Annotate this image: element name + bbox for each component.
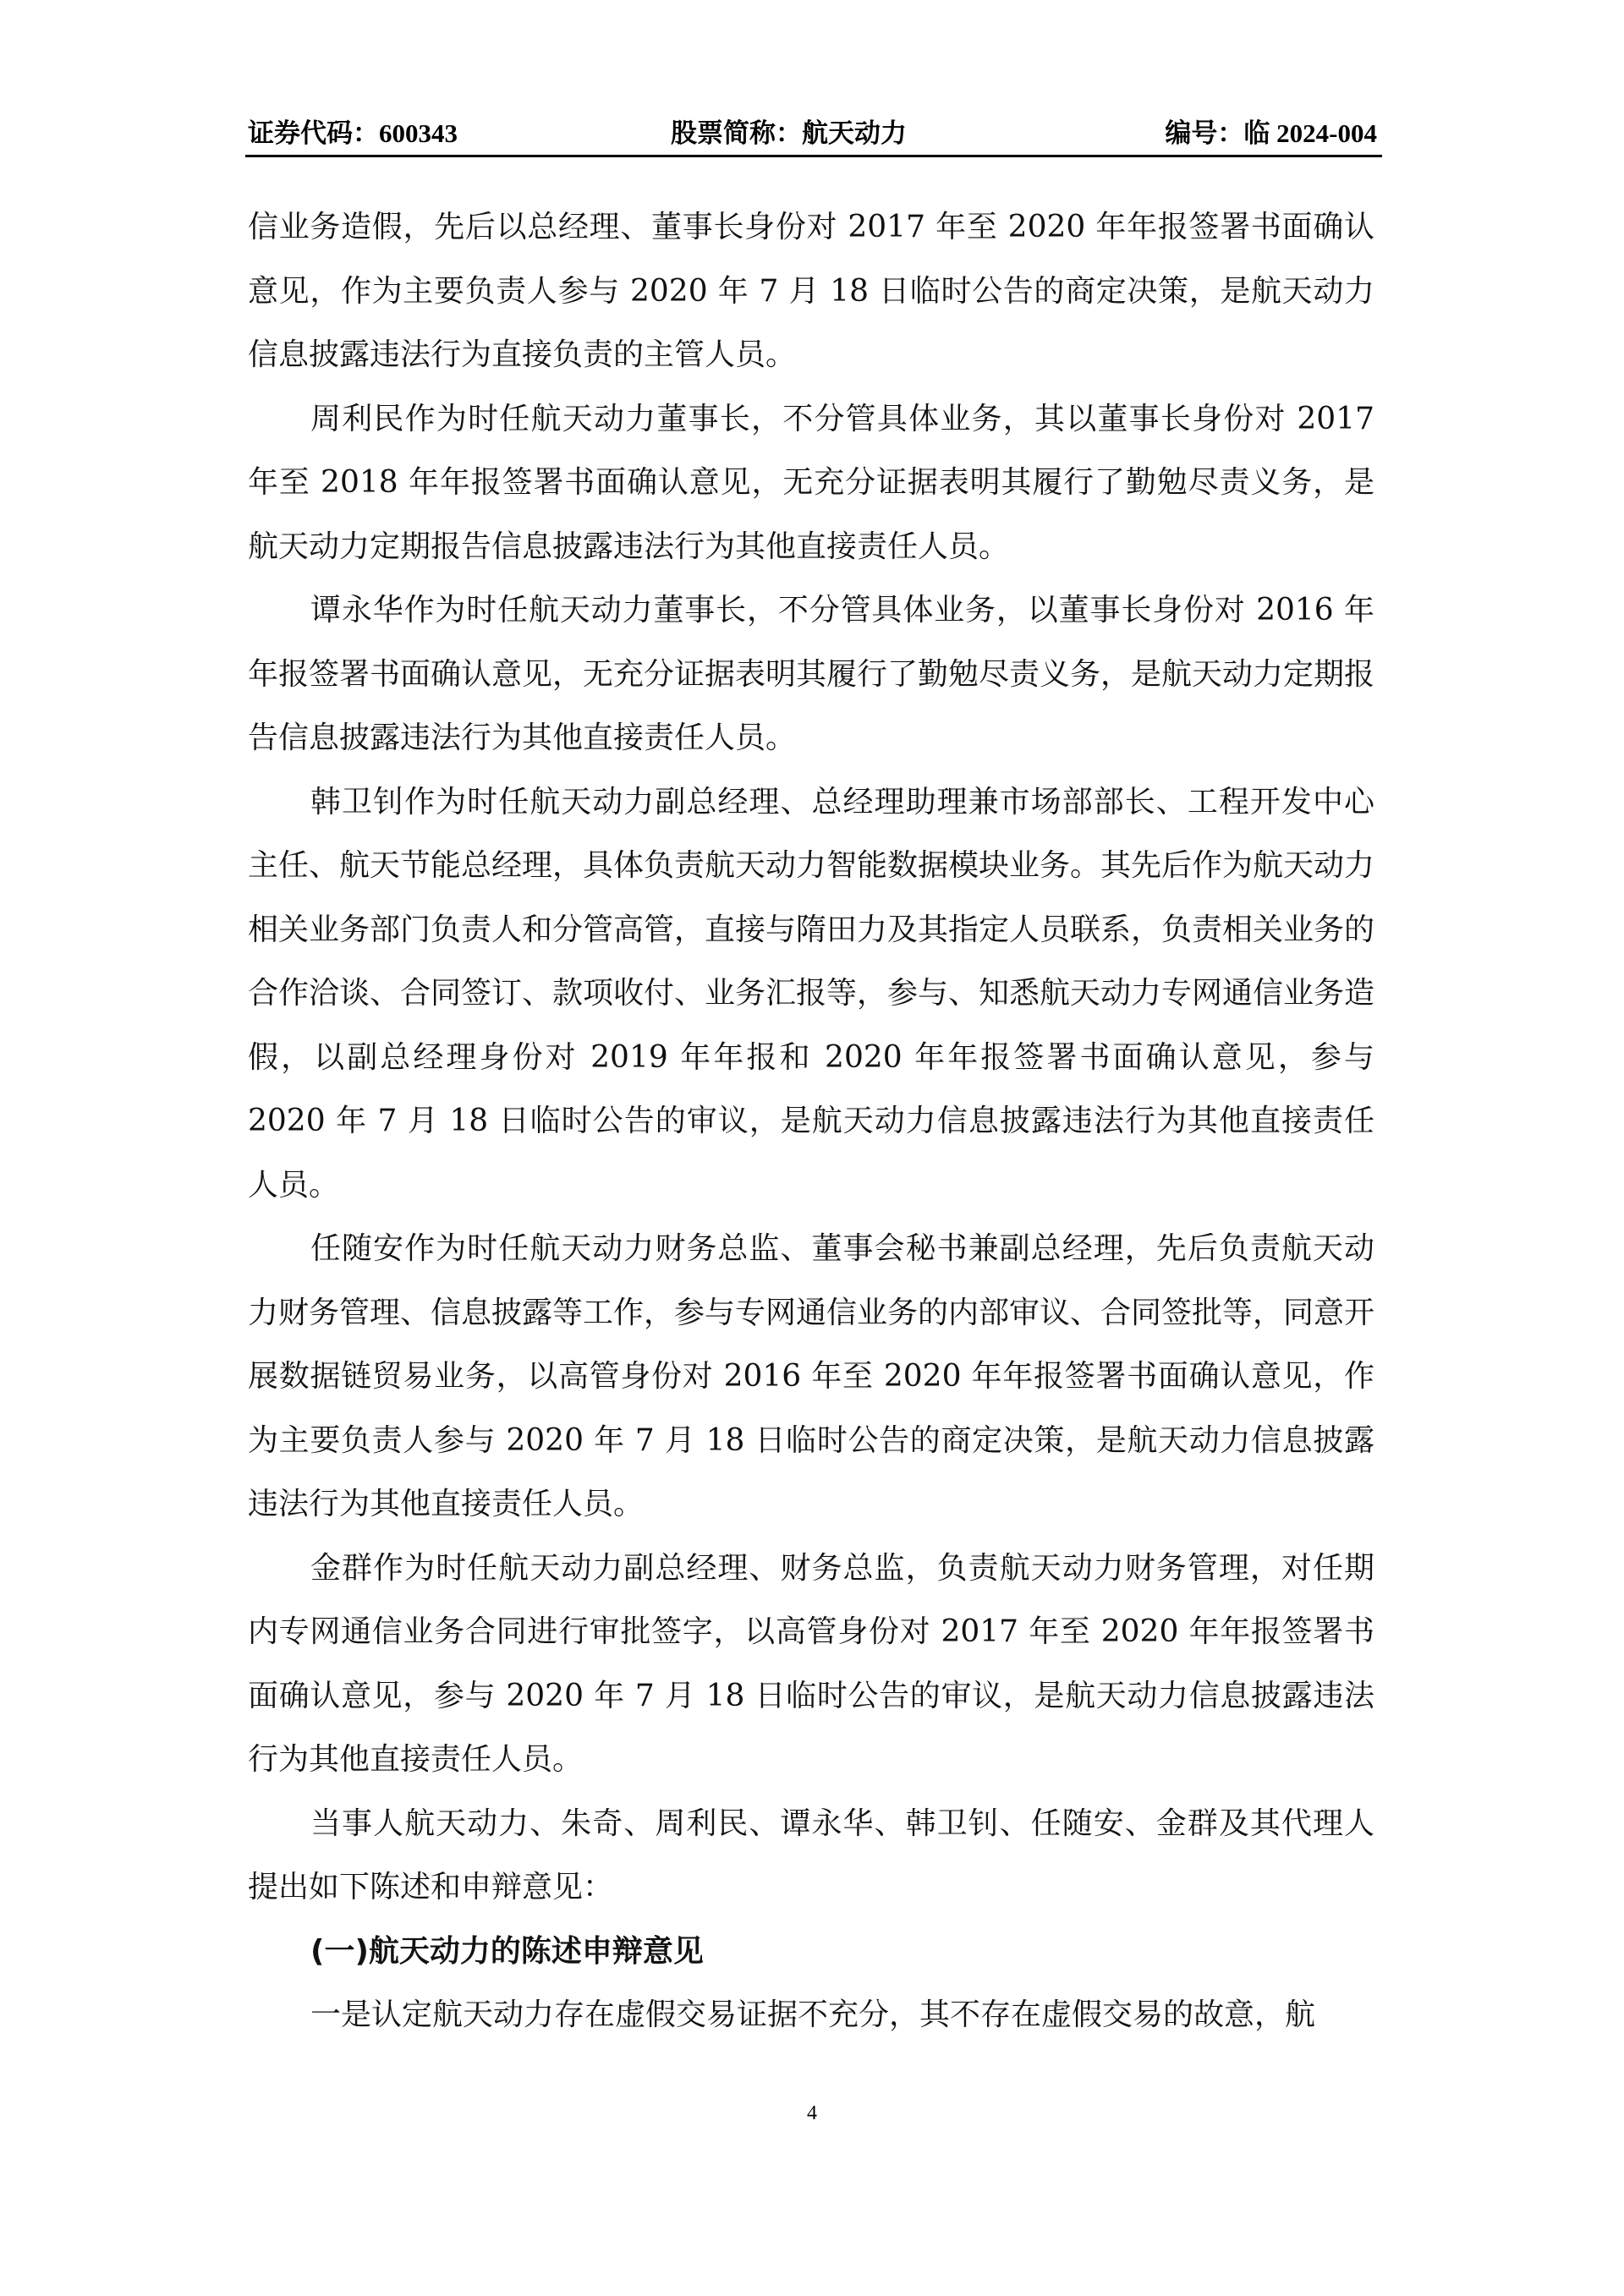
page-header — [248, 117, 1381, 151]
document-body — [248, 195, 1374, 2047]
paragraph-tan-yonghua: 谭永华作为时任航天动力董事长，不分管具体业务，以董事长身份对 2016 年年报签署书面确认意见，无充分证据表明其履行了勤勉尽责义务，是航天动力定期报告信息披露违法行为其他直接责任人员。 — [248, 593, 1375, 755]
paragraph-jin-qun: 金群作为时任航天动力副总经理、财务总监，负责航天动力财务管理，对任期内专网通信业务合同进行审批签字，以高管身份对 2017 年至 2020 年年报签署书面确认意见，参与 2020 年 7 月 18 日临时公告的审议，是航天动力信息披露违法行为其他直接责任人员。 — [248, 1550, 1374, 1777]
stock-name: 股票简称：航天动力 — [671, 118, 907, 148]
page-number: 4 — [807, 2102, 817, 2124]
header-divider — [245, 155, 1382, 157]
paragraph-han-weizhao: 韩卫钊作为时任航天动力副总经理、总经理助理兼市场部部长、工程开发中心主任、航天节能总经理，具体负责航天动力智能数据模块业务。其先后作为航天动力相关业务部门负责人和分管高管，直接与隋田力及其指定人员联系，负责相关业务的合作洽谈、合同签订、款项收付、业务汇报等，参与、知悉航天动力专网通信业务造假，以副总经理身份对 2019 年年报和 2020 年年报签署书面确认意见，参与 2020 年 7 月 18 日临时公告的审议，是航天动力信息披露违法行为其他直接责任人员。 — [248, 784, 1375, 1203]
announcement-number: 编号：临 2024-004 — [1165, 118, 1377, 148]
paragraph-zhou-limin: 周利民作为时任航天动力董事长，不分管具体业务，其以董事长身份对 2017 年至 2018 年年报签署书面确认意见，无充分证据表明其履行了勤勉尽责义务，是航天动力定期报告信息披露违法行为其他直接责任人员。 — [248, 401, 1374, 564]
section-subheading: (一)航天动力的陈述申辩意见 — [310, 1933, 704, 1969]
paragraph-defense-point-one: 一是认定航天动力存在虚假交易证据不充分，其不存在虚假交易的故意，航 — [310, 1997, 1316, 2032]
paragraph-ren-suian: 任随安作为时任航天动力财务总监、董事会秘书兼副总经理，先后负责航天动力财务管理、信息披露等工作，参与专网通信业务的内部审议、合同签批等，同意开展数据链贸易业务，以高管身份对 2016 年至 2020 年年报签署书面确认意见，作为主要负责人参与 2020 年 7 月 18 日临时公告的商定决策，是航天动力信息披露违法行为其他直接责任人员。 — [248, 1231, 1375, 1521]
paragraph-parties-statement: 当事人航天动力、朱奇、周利民、谭永华、韩卫钊、任随安、金群及其代理人提出如下陈述和申辩意见： — [248, 1806, 1374, 1904]
stock-code: 证券代码：600343 — [248, 118, 458, 148]
paragraph-continuation: 信业务造假，先后以总经理、董事长身份对 2017 年至 2020 年年报签署书面确认意见，作为主要负责人参与 2020 年 7 月 18 日临时公告的商定决策，是航天动力信息披露违法行为直接负责的主管人员。 — [248, 210, 1374, 372]
